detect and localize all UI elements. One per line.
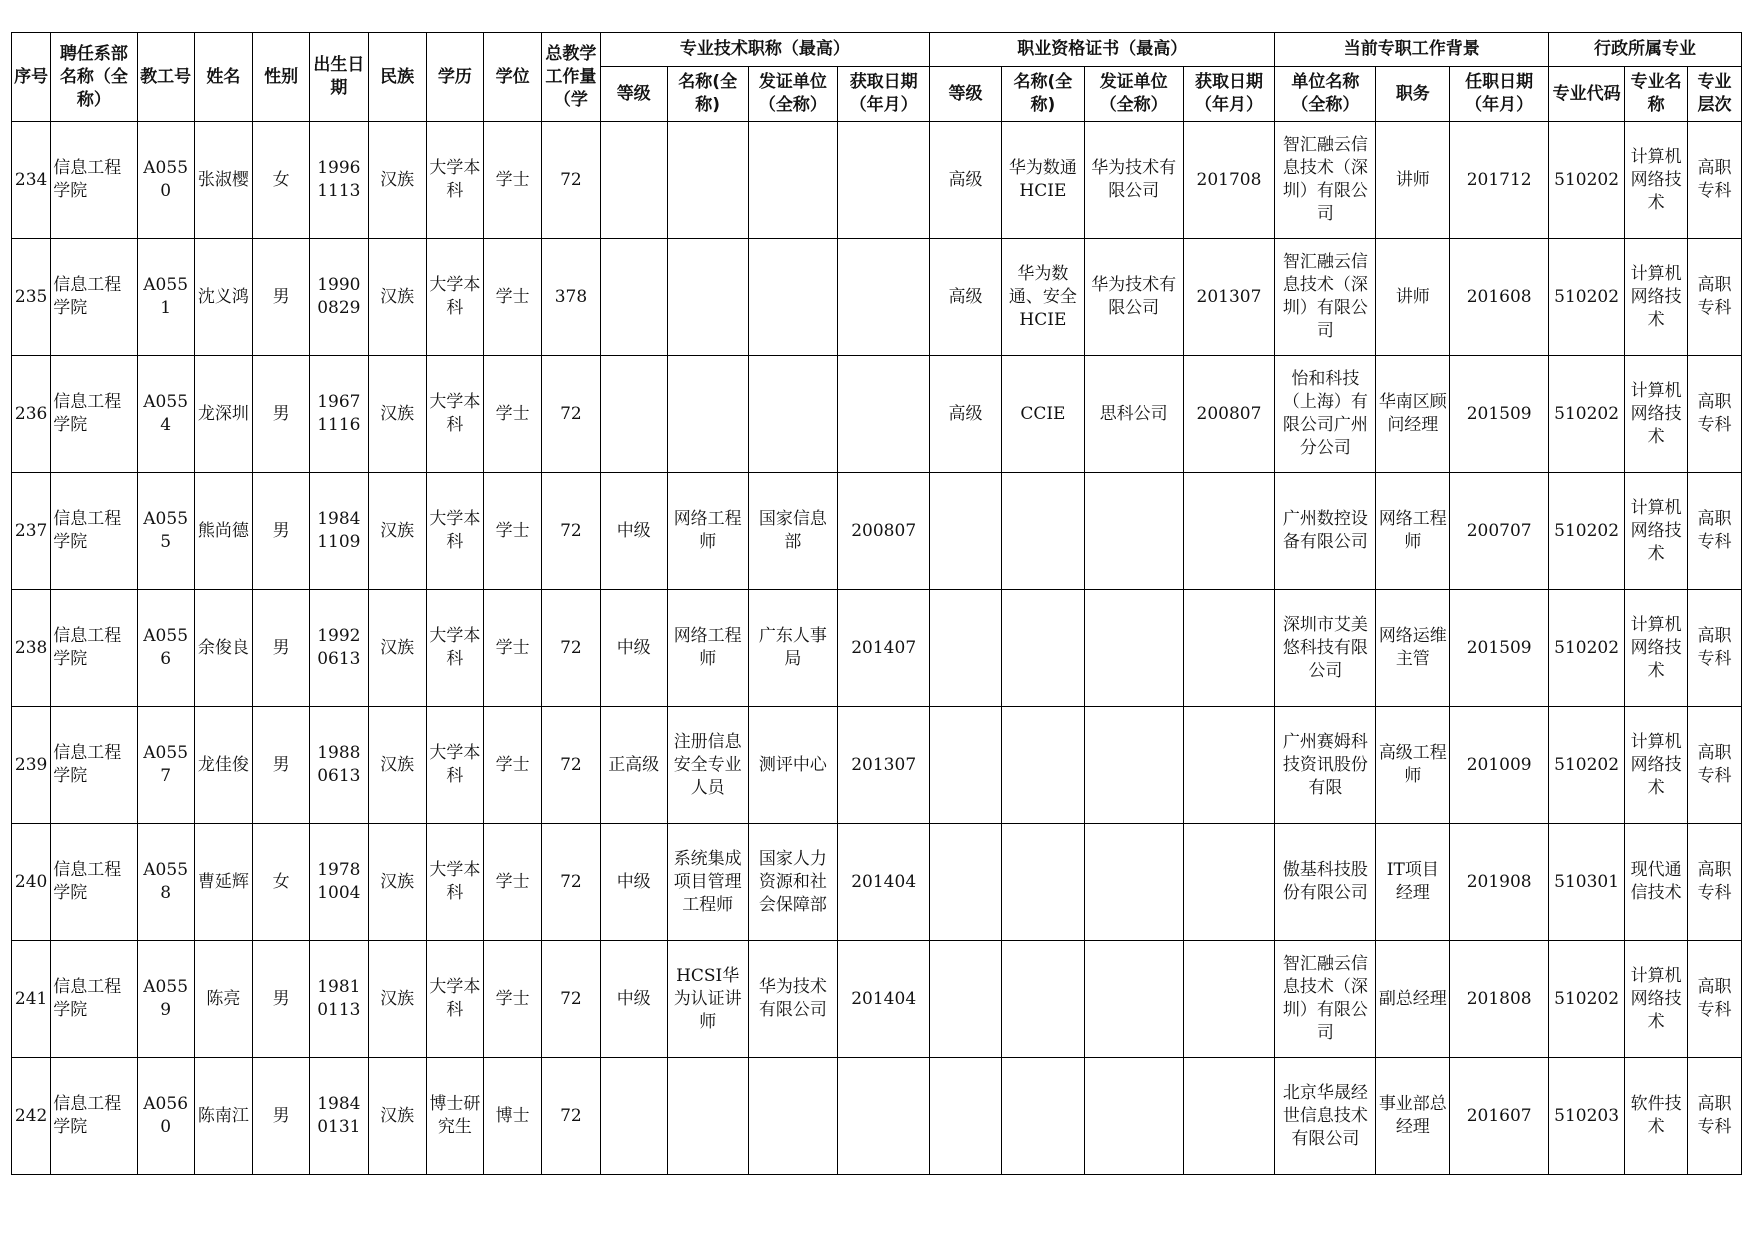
cell-ethnicity: 汉族 (368, 941, 426, 1058)
cell-cert-name: 华为数通、安全HCIE (1001, 239, 1084, 356)
cell-name: 余俊良 (194, 590, 252, 707)
cell-job-unit: 智汇融云信息技术（深圳）有限公司 (1275, 941, 1376, 1058)
cell-job-position: 讲师 (1376, 122, 1450, 239)
cell-cert-date (1183, 941, 1275, 1058)
cell-major-level: 高职专科 (1687, 824, 1741, 941)
cell-cert-date: 201307 (1183, 239, 1275, 356)
header-title-date: 获取日期（年月） (838, 67, 930, 122)
cell-job-since: 200707 (1450, 473, 1549, 590)
cell-gender: 男 (253, 590, 310, 707)
header-job-unit: 单位名称（全称） (1275, 67, 1376, 122)
table-row (12, 122, 1742, 239)
cell-seq: 234 (12, 122, 51, 239)
cell-major-level: 高职专科 (1687, 122, 1741, 239)
cell-title-issuer: 华为技术有限公司 (748, 941, 838, 1058)
cell-title-date: 201404 (838, 941, 930, 1058)
cell-title-level: 中级 (600, 590, 667, 707)
header-education: 学历 (426, 33, 483, 122)
cell-major-name: 计算机网络技术 (1625, 473, 1688, 590)
cell-seq: 242 (12, 1058, 51, 1175)
cell-cert-level: 高级 (930, 239, 1002, 356)
cell-cert-issuer: 思科公司 (1084, 356, 1183, 473)
cell-title-issuer (748, 1058, 838, 1175)
cell-title-date (838, 356, 930, 473)
cell-job-since: 201808 (1450, 941, 1549, 1058)
cell-title-issuer: 广东人事局 (748, 590, 838, 707)
cell-title-name: HCSI华为认证讲师 (667, 941, 748, 1058)
cell-education: 大学本科 (426, 707, 483, 824)
cell-title-date: 201404 (838, 824, 930, 941)
cell-ethnicity: 汉族 (368, 1058, 426, 1175)
cell-title-name: 注册信息安全专业人员 (667, 707, 748, 824)
cell-degree: 学士 (483, 356, 541, 473)
cell-name: 沈义鸿 (194, 239, 252, 356)
cell-ethnicity: 汉族 (368, 824, 426, 941)
cell-cert-name (1001, 1058, 1084, 1175)
cell-title-name: 系统集成项目管理工程师 (667, 824, 748, 941)
cell-cert-level (930, 941, 1002, 1058)
cell-title-name (667, 239, 748, 356)
cell-name: 陈南江 (194, 1058, 252, 1175)
cell-title-issuer: 测评中心 (748, 707, 838, 824)
cell-dept: 信息工程学院 (51, 473, 137, 590)
cell-title-level: 中级 (600, 941, 667, 1058)
cell-cert-level: 高级 (930, 356, 1002, 473)
cell-title-date (838, 1058, 930, 1175)
cell-cert-issuer: 华为技术有限公司 (1084, 122, 1183, 239)
cell-major-code: 510203 (1548, 1058, 1624, 1175)
cell-job-position: 事业部总经理 (1376, 1058, 1450, 1175)
cell-major-level: 高职专科 (1687, 239, 1741, 356)
cell-major-code: 510202 (1548, 473, 1624, 590)
cell-degree: 学士 (483, 590, 541, 707)
cell-gender: 男 (253, 941, 310, 1058)
cell-major-name: 计算机网络技术 (1625, 356, 1688, 473)
cell-dept: 信息工程学院 (51, 590, 137, 707)
cell-title-name: 网络工程师 (667, 590, 748, 707)
cell-cert-date (1183, 707, 1275, 824)
cell-job-since: 201509 (1450, 590, 1549, 707)
cell-ethnicity: 汉族 (368, 707, 426, 824)
cell-major-name: 计算机网络技术 (1625, 122, 1688, 239)
cell-name: 张淑樱 (194, 122, 252, 239)
cell-ethnicity: 汉族 (368, 590, 426, 707)
cell-degree: 学士 (483, 473, 541, 590)
cell-birth: 19900829 (310, 239, 368, 356)
header-cert-name: 名称(全称) (1001, 67, 1084, 122)
cell-job-unit: 智汇融云信息技术（深圳）有限公司 (1275, 239, 1376, 356)
cell-title-name (667, 356, 748, 473)
cell-staff-id: A0555 (137, 473, 194, 590)
cell-cert-name (1001, 473, 1084, 590)
cell-job-unit: 广州数控设备有限公司 (1275, 473, 1376, 590)
header-name: 姓名 (194, 33, 252, 122)
cell-name: 龙深圳 (194, 356, 252, 473)
cell-major-level: 高职专科 (1687, 1058, 1741, 1175)
cell-birth: 19880613 (310, 707, 368, 824)
cell-staff-id: A0554 (137, 356, 194, 473)
cell-major-code: 510202 (1548, 239, 1624, 356)
cell-seq: 240 (12, 824, 51, 941)
cell-staff-id: A0556 (137, 590, 194, 707)
cell-workload: 378 (542, 239, 600, 356)
cell-education: 大学本科 (426, 239, 483, 356)
cell-gender: 男 (253, 356, 310, 473)
header-group-cert: 职业资格证书（最高） (930, 33, 1275, 67)
cell-cert-name: CCIE (1001, 356, 1084, 473)
cell-degree: 学士 (483, 122, 541, 239)
header-title-issuer: 发证单位（全称） (748, 67, 838, 122)
cell-dept: 信息工程学院 (51, 707, 137, 824)
cell-cert-issuer: 华为技术有限公司 (1084, 239, 1183, 356)
header-group-job: 当前专职工作背景 (1275, 33, 1549, 67)
cell-birth: 19840131 (310, 1058, 368, 1175)
cell-title-level (600, 122, 667, 239)
cell-title-date (838, 239, 930, 356)
cell-major-code: 510202 (1548, 941, 1624, 1058)
cell-title-date: 200807 (838, 473, 930, 590)
cell-cert-issuer (1084, 824, 1183, 941)
cell-cert-date (1183, 1058, 1275, 1175)
cell-education: 大学本科 (426, 824, 483, 941)
cell-major-name: 计算机网络技术 (1625, 707, 1688, 824)
cell-degree: 博士 (483, 1058, 541, 1175)
table-row (12, 239, 1742, 356)
cell-name: 龙佳俊 (194, 707, 252, 824)
cell-education: 大学本科 (426, 590, 483, 707)
cell-title-level: 正高级 (600, 707, 667, 824)
cell-title-date: 201407 (838, 590, 930, 707)
cell-birth: 19671116 (310, 356, 368, 473)
table-row (12, 356, 1742, 473)
cell-title-issuer (748, 356, 838, 473)
cell-job-position: 讲师 (1376, 239, 1450, 356)
cell-title-issuer (748, 122, 838, 239)
table-header (12, 33, 1742, 122)
cell-gender: 男 (253, 707, 310, 824)
cell-cert-level (930, 824, 1002, 941)
cell-workload: 72 (542, 473, 600, 590)
cell-major-name: 计算机网络技术 (1625, 941, 1688, 1058)
cell-title-level: 中级 (600, 824, 667, 941)
cell-major-code: 510301 (1548, 824, 1624, 941)
cell-job-position: 副总经理 (1376, 941, 1450, 1058)
cell-birth: 19810113 (310, 941, 368, 1058)
cell-title-name: 网络工程师 (667, 473, 748, 590)
cell-workload: 72 (542, 1058, 600, 1175)
cell-education: 大学本科 (426, 122, 483, 239)
cell-cert-level (930, 1058, 1002, 1175)
header-cert-issuer: 发证单位（全称） (1084, 67, 1183, 122)
cell-cert-level (930, 473, 1002, 590)
cell-cert-level (930, 590, 1002, 707)
cell-job-position: 高级工程师 (1376, 707, 1450, 824)
header-dept: 聘任系部名称（全称） (51, 33, 137, 122)
cell-cert-name: 华为数通HCIE (1001, 122, 1084, 239)
table-body (12, 122, 1742, 1175)
cell-cert-name (1001, 941, 1084, 1058)
cell-major-name: 软件技术 (1625, 1058, 1688, 1175)
cell-seq: 236 (12, 356, 51, 473)
cell-cert-level: 高级 (930, 122, 1002, 239)
cell-major-code: 510202 (1548, 122, 1624, 239)
cell-major-code: 510202 (1548, 590, 1624, 707)
cell-job-position: 华南区顾问经理 (1376, 356, 1450, 473)
cell-major-level: 高职专科 (1687, 707, 1741, 824)
cell-birth: 19961113 (310, 122, 368, 239)
header-gender: 性别 (253, 33, 310, 122)
header-job-position: 职务 (1376, 67, 1450, 122)
cell-name: 陈亮 (194, 941, 252, 1058)
header-seq: 序号 (12, 33, 51, 122)
cell-job-since: 201009 (1450, 707, 1549, 824)
cell-title-name (667, 1058, 748, 1175)
cell-name: 熊尚德 (194, 473, 252, 590)
cell-staff-id: A0551 (137, 239, 194, 356)
cell-cert-issuer (1084, 590, 1183, 707)
header-title-level: 等级 (600, 67, 667, 122)
cell-job-position: 网络运维主管 (1376, 590, 1450, 707)
cell-dept: 信息工程学院 (51, 356, 137, 473)
cell-major-level: 高职专科 (1687, 473, 1741, 590)
cell-gender: 女 (253, 824, 310, 941)
cell-birth: 19781004 (310, 824, 368, 941)
cell-workload: 72 (542, 941, 600, 1058)
header-major-code: 专业代码 (1548, 67, 1624, 122)
cell-title-issuer: 国家人力资源和社会保障部 (748, 824, 838, 941)
header-cert-level: 等级 (930, 67, 1002, 122)
cell-workload: 72 (542, 356, 600, 473)
cell-major-name: 现代通信技术 (1625, 824, 1688, 941)
cell-title-level (600, 1058, 667, 1175)
header-major-level: 专业层次 (1687, 67, 1741, 122)
cell-education: 大学本科 (426, 473, 483, 590)
header-birth: 出生日期 (310, 33, 368, 122)
cell-staff-id: A0550 (137, 122, 194, 239)
table-row (12, 590, 1742, 707)
cell-birth: 19841109 (310, 473, 368, 590)
header-job-since: 任职日期（年月） (1450, 67, 1549, 122)
cell-gender: 男 (253, 239, 310, 356)
cell-job-unit: 怡和科技（上海）有限公司广州分公司 (1275, 356, 1376, 473)
header-staff-id: 教工号 (137, 33, 194, 122)
cell-dept: 信息工程学院 (51, 239, 137, 356)
cell-title-issuer (748, 239, 838, 356)
cell-major-level: 高职专科 (1687, 590, 1741, 707)
header-cert-date: 获取日期（年月） (1183, 67, 1275, 122)
header-ethnicity: 民族 (368, 33, 426, 122)
cell-cert-name (1001, 590, 1084, 707)
cell-education: 博士研究生 (426, 1058, 483, 1175)
cell-cert-issuer (1084, 473, 1183, 590)
cell-job-since: 201908 (1450, 824, 1549, 941)
header-title-name: 名称(全称) (667, 67, 748, 122)
cell-job-unit: 智汇融云信息技术（深圳）有限公司 (1275, 122, 1376, 239)
cell-gender: 男 (253, 473, 310, 590)
cell-cert-date (1183, 590, 1275, 707)
cell-title-name (667, 122, 748, 239)
cell-major-name: 计算机网络技术 (1625, 590, 1688, 707)
cell-title-level: 中级 (600, 473, 667, 590)
cell-cert-issuer (1084, 707, 1183, 824)
cell-title-issuer: 国家信息部 (748, 473, 838, 590)
cell-cert-level (930, 707, 1002, 824)
faculty-table (11, 32, 1742, 1175)
cell-cert-issuer (1084, 1058, 1183, 1175)
cell-job-unit: 广州赛姆科技资讯股份有限 (1275, 707, 1376, 824)
table-row (12, 824, 1742, 941)
cell-cert-date (1183, 824, 1275, 941)
cell-cert-date (1183, 473, 1275, 590)
cell-ethnicity: 汉族 (368, 122, 426, 239)
cell-seq: 235 (12, 239, 51, 356)
cell-title-date (838, 122, 930, 239)
cell-job-since: 201509 (1450, 356, 1549, 473)
header-workload: 总教学工作量（学 (542, 33, 600, 122)
cell-birth: 19920613 (310, 590, 368, 707)
cell-staff-id: A0559 (137, 941, 194, 1058)
cell-major-code: 510202 (1548, 707, 1624, 824)
cell-workload: 72 (542, 590, 600, 707)
cell-job-unit: 深圳市艾美悠科技有限公司 (1275, 590, 1376, 707)
cell-job-since: 201712 (1450, 122, 1549, 239)
cell-workload: 72 (542, 122, 600, 239)
cell-seq: 241 (12, 941, 51, 1058)
cell-job-unit: 傲基科技股份有限公司 (1275, 824, 1376, 941)
cell-degree: 学士 (483, 239, 541, 356)
header-major-name: 专业名称 (1625, 67, 1688, 122)
cell-cert-date: 201708 (1183, 122, 1275, 239)
cell-cert-name (1001, 707, 1084, 824)
cell-degree: 学士 (483, 824, 541, 941)
cell-gender: 男 (253, 1058, 310, 1175)
cell-cert-name (1001, 824, 1084, 941)
cell-gender: 女 (253, 122, 310, 239)
header-group-major: 行政所属专业 (1548, 33, 1741, 67)
cell-major-name: 计算机网络技术 (1625, 239, 1688, 356)
cell-workload: 72 (542, 824, 600, 941)
cell-seq: 237 (12, 473, 51, 590)
cell-title-level (600, 239, 667, 356)
table-row (12, 707, 1742, 824)
cell-cert-issuer (1084, 941, 1183, 1058)
cell-seq: 239 (12, 707, 51, 824)
header-group-title: 专业技术职称（最高） (600, 33, 930, 67)
cell-degree: 学士 (483, 941, 541, 1058)
cell-job-since: 201608 (1450, 239, 1549, 356)
table-row (12, 1058, 1742, 1175)
cell-dept: 信息工程学院 (51, 122, 137, 239)
cell-staff-id: A0560 (137, 1058, 194, 1175)
cell-ethnicity: 汉族 (368, 239, 426, 356)
cell-dept: 信息工程学院 (51, 1058, 137, 1175)
header-degree: 学位 (483, 33, 541, 122)
cell-education: 大学本科 (426, 941, 483, 1058)
cell-title-level (600, 356, 667, 473)
cell-major-code: 510202 (1548, 356, 1624, 473)
cell-ethnicity: 汉族 (368, 473, 426, 590)
cell-job-unit: 北京华晟经世信息技术有限公司 (1275, 1058, 1376, 1175)
cell-staff-id: A0558 (137, 824, 194, 941)
cell-job-position: 网络工程师 (1376, 473, 1450, 590)
cell-name: 曹延辉 (194, 824, 252, 941)
cell-cert-date: 200807 (1183, 356, 1275, 473)
cell-major-level: 高职专科 (1687, 941, 1741, 1058)
table-row (12, 941, 1742, 1058)
cell-major-level: 高职专科 (1687, 356, 1741, 473)
cell-title-date: 201307 (838, 707, 930, 824)
cell-ethnicity: 汉族 (368, 356, 426, 473)
cell-dept: 信息工程学院 (51, 941, 137, 1058)
table-row (12, 473, 1742, 590)
cell-workload: 72 (542, 707, 600, 824)
cell-seq: 238 (12, 590, 51, 707)
cell-dept: 信息工程学院 (51, 824, 137, 941)
cell-staff-id: A0557 (137, 707, 194, 824)
cell-degree: 学士 (483, 707, 541, 824)
cell-job-since: 201607 (1450, 1058, 1549, 1175)
cell-education: 大学本科 (426, 356, 483, 473)
cell-job-position: IT项目经理 (1376, 824, 1450, 941)
